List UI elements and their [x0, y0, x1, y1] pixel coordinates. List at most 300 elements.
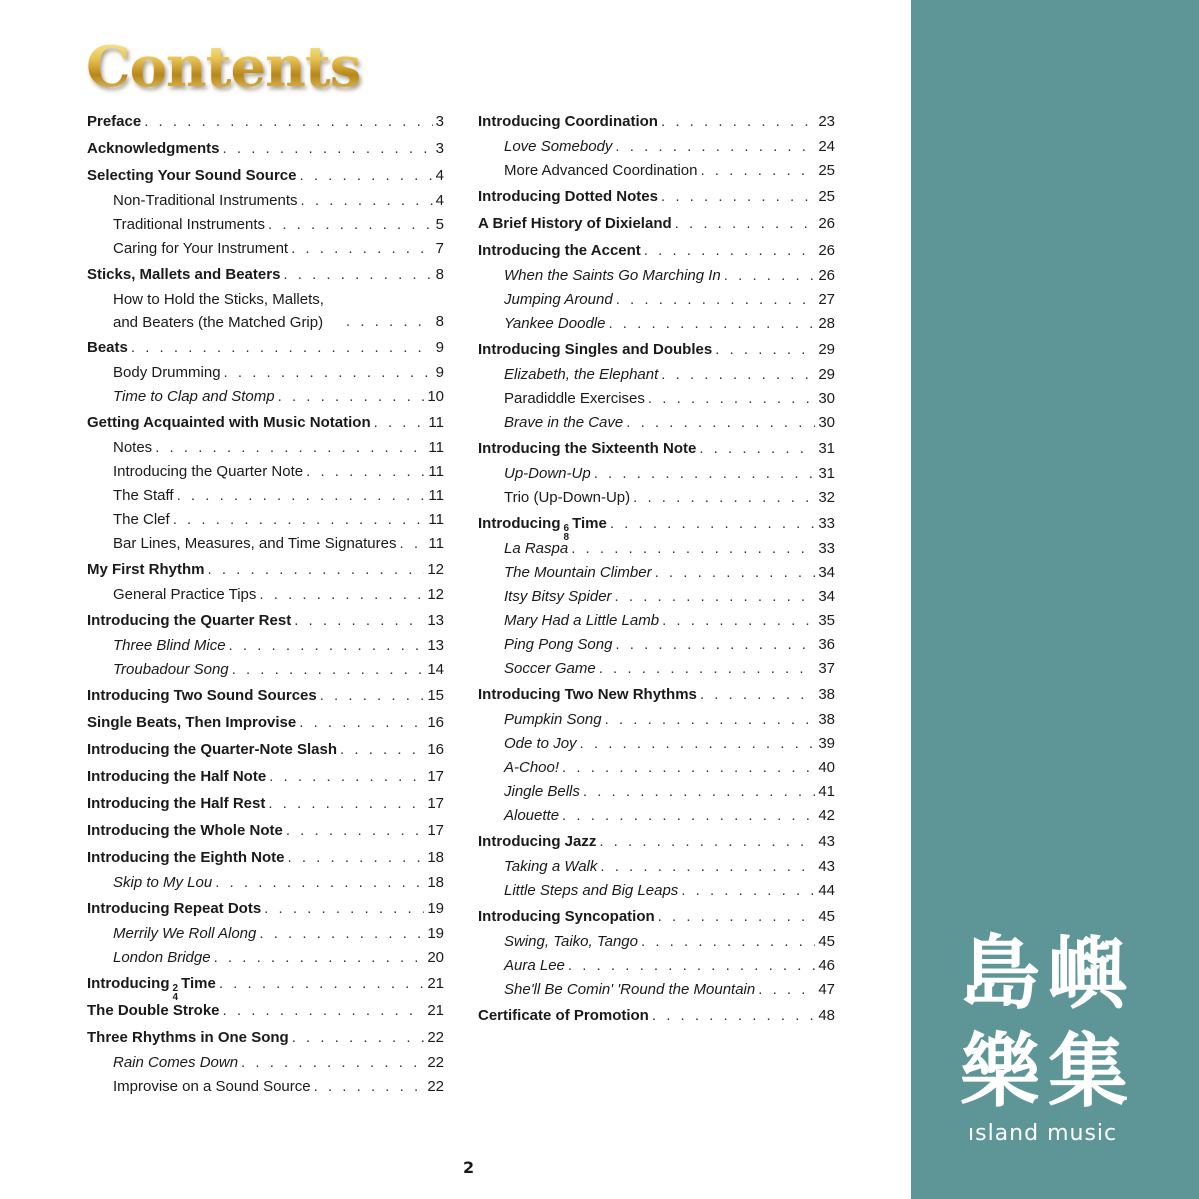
toc-entry-title: Time to Clap and Stomp: [113, 388, 275, 405]
dot-leader: [268, 213, 433, 237]
toc-entry-page: 23: [818, 113, 835, 130]
dot-leader: [223, 997, 425, 1024]
dot-leader: [177, 484, 426, 508]
toc-entry-title: Sticks, Mallets and Beaters: [87, 266, 281, 283]
toc-entry-title: The Double Stroke: [87, 1002, 220, 1019]
toc-entry-page: 26: [818, 242, 835, 259]
toc-entry: [87, 484, 444, 508]
toc-entry: [87, 334, 444, 361]
toc-entry-page: 39: [818, 735, 835, 752]
dot-leader: [264, 895, 424, 922]
toc-entry-page: 9: [435, 339, 444, 356]
toc-entry-title: Elizabeth, the Elephant: [504, 366, 659, 383]
toc-entry-page: 18: [427, 874, 444, 891]
toc-entry-page: 31: [818, 465, 835, 482]
toc-entry-page: 31: [818, 440, 835, 457]
toc-entry-title: Swing, Taiko, Tango: [504, 933, 638, 950]
toc-entry-page: 38: [818, 711, 835, 728]
toc-entry-title: Introducing the Half Rest: [87, 795, 266, 812]
toc-entry-page: 32: [818, 489, 835, 506]
toc-entry-page: 44: [818, 882, 835, 899]
dot-leader: [675, 210, 816, 237]
toc-entry: [87, 997, 444, 1024]
dot-leader: [259, 922, 424, 946]
toc-entry: [87, 409, 444, 436]
toc-entry: [87, 1051, 444, 1075]
toc-entry: [478, 510, 835, 543]
dot-leader: [294, 607, 424, 634]
toc-entry-page: 8: [435, 266, 444, 283]
toc-entry-page: 48: [818, 1007, 835, 1024]
toc-entry-title: Soccer Game: [504, 660, 596, 677]
toc-entry-title: Improvise on a Sound Source: [113, 1078, 311, 1095]
dot-leader: [241, 1051, 424, 1075]
toc-entry-page: 4: [435, 167, 444, 184]
page-number: 2: [463, 1158, 475, 1177]
toc-entry-title: Introducing Coordination: [478, 113, 658, 130]
toc-entry-title: Little Steps and Big Leaps: [504, 882, 679, 899]
dot-leader: [399, 532, 425, 556]
toc-entry: [87, 135, 444, 162]
toc-entry: [87, 261, 444, 288]
toc-entry: [87, 460, 444, 484]
toc-entry-page: 25: [818, 162, 835, 179]
toc-entry: [87, 895, 444, 922]
toc-entry-page: 11: [428, 535, 444, 552]
dot-leader: [286, 817, 424, 844]
dot-leader: [562, 804, 815, 828]
dot-leader: [562, 756, 815, 780]
toc-entry: [87, 1075, 444, 1099]
dot-leader: [292, 1024, 425, 1051]
toc-entry-page: 37: [818, 660, 835, 677]
dot-leader: [215, 871, 424, 895]
toc-entry-title: Traditional Instruments: [113, 216, 266, 233]
toc-entry: [478, 288, 835, 312]
toc-entry-title: Introducing the Quarter Note: [113, 463, 304, 480]
toc-entry-page: 38: [818, 686, 835, 703]
toc-entry-page: 28: [818, 315, 835, 332]
toc-entry-page: 40: [818, 759, 835, 776]
toc-entry-page: 41: [818, 783, 835, 800]
island-music-logo: [960, 925, 1150, 1155]
toc-entry: [87, 607, 444, 634]
toc-entry: [478, 732, 835, 756]
toc-entry-title: La Raspa: [504, 540, 569, 557]
toc-entry-title: A-Choo!: [504, 759, 560, 776]
toc-entry-title: Bar Lines, Measures, and Time Signatures: [113, 535, 397, 552]
toc-entry: [87, 1024, 444, 1051]
toc-entry-page: 36: [818, 636, 835, 653]
toc-entry-page: 3: [435, 140, 444, 157]
time-signature: 2 4: [172, 983, 179, 1003]
dot-leader: [681, 879, 815, 903]
dot-leader: [259, 583, 424, 607]
toc-entry-page: 25: [818, 188, 835, 205]
dot-leader: [301, 189, 433, 213]
toc-entry: [87, 946, 444, 970]
toc-entry-title: Alouette: [504, 807, 560, 824]
toc-entry-page: 7: [435, 240, 444, 257]
dot-leader: [615, 585, 816, 609]
toc-entry: [478, 312, 835, 336]
toc-entry-title: Beats: [87, 339, 128, 356]
toc-entry: [87, 556, 444, 583]
toc-entry-title: General Practice Tips: [113, 586, 257, 603]
toc-entry-title: She'll Be Comin' 'Round the Mountain: [504, 981, 756, 998]
dot-leader: [287, 844, 424, 871]
toc-entry-page: 30: [818, 414, 835, 431]
toc-left-column: [87, 108, 444, 1099]
toc-entry-title: How to Hold the Sticks, Mallets, and Beaters (the Matched Grip): [113, 291, 324, 331]
dot-leader: [320, 682, 425, 709]
toc-entry-title: Introducing 2 4 Time: [87, 975, 216, 1003]
dot-leader: [208, 556, 425, 583]
toc-entry-title: Certificate of Promotion: [478, 1007, 649, 1024]
dot-leader: [599, 657, 816, 681]
toc-entry-page: 33: [818, 540, 835, 557]
dot-leader: [600, 855, 815, 879]
toc-entry-page: 11: [428, 439, 444, 456]
dot-leader: [700, 159, 815, 183]
toc-entry-title: Introducing Two New Rhythms: [478, 686, 697, 703]
toc-entry-title: Preface: [87, 113, 142, 130]
dot-leader: [605, 708, 816, 732]
toc-entry: [478, 411, 835, 435]
toc-entry: [87, 288, 444, 334]
toc-entry-page: 34: [818, 564, 835, 581]
toc-entry: [87, 583, 444, 607]
toc-entry-page: 45: [818, 908, 835, 925]
toc-entry: [87, 736, 444, 763]
dot-leader: [615, 135, 815, 159]
toc-entry: [478, 210, 835, 237]
toc-entry-title: Itsy Bitsy Spider: [504, 588, 612, 605]
toc-entry-title: Trio (Up-Down-Up): [504, 489, 631, 506]
toc-entry: [87, 237, 444, 261]
toc-entry: [478, 633, 835, 657]
dot-leader: [715, 336, 815, 363]
toc-entry-title: Jumping Around: [504, 291, 613, 308]
toc-entry: [87, 844, 444, 871]
toc-entry-title: Troubadour Song: [113, 661, 229, 678]
toc-entry-page: 22: [427, 1029, 444, 1046]
dot-leader: [155, 436, 425, 460]
toc-entry-page: 11: [428, 463, 444, 480]
toc-entry: [478, 1002, 835, 1029]
toc-entry-title: The Clef: [113, 511, 170, 528]
toc-entry-page: 13: [427, 612, 444, 629]
dot-leader: [641, 930, 815, 954]
dot-leader: [599, 828, 815, 855]
dot-leader: [661, 363, 815, 387]
toc-entry: [478, 264, 835, 288]
toc-entry-title: When the Saints Go Marching In: [504, 267, 721, 284]
time-signature: 6 8: [563, 523, 570, 543]
toc-entry: [478, 159, 835, 183]
dot-leader: [278, 385, 425, 409]
toc-entry-page: 27: [818, 291, 835, 308]
toc-entry-page: 10: [427, 388, 444, 405]
toc-entry-page: 22: [427, 1054, 444, 1071]
toc-entry-page: 19: [427, 925, 444, 942]
toc-entry-page: 26: [818, 267, 835, 284]
toc-entry-page: 21: [427, 975, 444, 992]
dot-leader: [571, 537, 815, 561]
toc-entry: [87, 385, 444, 409]
toc-entry: [478, 804, 835, 828]
toc-entry-page: 17: [427, 768, 444, 785]
toc-entry-title: Body Drumming: [113, 364, 221, 381]
dot-leader: [283, 261, 432, 288]
toc-entry-title: Acknowledgments: [87, 140, 220, 157]
toc-entry-title: Skip to My Lou: [113, 874, 213, 891]
toc-entry-title: Merrily We Roll Along: [113, 925, 257, 942]
dot-leader: [700, 681, 815, 708]
toc-entry: [478, 183, 835, 210]
dot-leader: [144, 108, 432, 135]
dot-leader: [758, 978, 815, 1002]
dot-leader: [346, 310, 433, 334]
toc-entry: [478, 756, 835, 780]
toc-entry-page: 16: [427, 714, 444, 731]
toc-entry-page: 33: [818, 515, 835, 532]
toc-entry: [87, 817, 444, 844]
toc-entry-title: Ode to Joy: [504, 735, 577, 752]
dot-leader: [340, 736, 424, 763]
toc-entry-title: Introducing Singles and Doubles: [478, 341, 713, 358]
toc-entry-title: Introducing the Quarter Rest: [87, 612, 292, 629]
toc-entry-title: Introducing the Accent: [478, 242, 641, 259]
toc-entry: [478, 903, 835, 930]
dot-leader: [268, 790, 424, 817]
toc-entry: [87, 189, 444, 213]
toc-entry-page: 43: [818, 833, 835, 850]
toc-entry: [478, 930, 835, 954]
dot-leader: [314, 1075, 425, 1099]
dot-leader: [580, 732, 816, 756]
dot-leader: [724, 264, 816, 288]
toc-entry-title: Pumpkin Song: [504, 711, 602, 728]
toc-entry: [87, 532, 444, 556]
toc-entry-title: Up-Down-Up: [504, 465, 591, 482]
toc-entry: [478, 879, 835, 903]
dot-leader: [644, 237, 816, 264]
toc-entry-page: 42: [818, 807, 835, 824]
toc-entry-title: Taking a Walk: [504, 858, 598, 875]
toc-entry-title: London Bridge: [113, 949, 211, 966]
dot-leader: [269, 763, 424, 790]
toc-entry-title: Ping Pong Song: [504, 636, 613, 653]
toc-entry: [87, 922, 444, 946]
toc-entry-page: 43: [818, 858, 835, 875]
toc-entry-title: The Staff: [113, 487, 174, 504]
dot-leader: [214, 946, 425, 970]
toc-entry-page: 17: [427, 795, 444, 812]
toc-entry: [478, 363, 835, 387]
dot-leader: [610, 510, 816, 537]
toc-entry-title: A Brief History of Dixieland: [478, 215, 672, 232]
dot-leader: [173, 508, 426, 532]
toc-entry-title: Introducing the Quarter-Note Slash: [87, 741, 338, 758]
toc-entry-title: Introducing Syncopation: [478, 908, 655, 925]
toc-entry: [87, 709, 444, 736]
dot-leader: [232, 658, 425, 682]
toc-entry-page: 8: [435, 313, 444, 330]
dot-leader: [661, 183, 815, 210]
dot-leader: [633, 486, 815, 510]
toc-entry-page: 21: [427, 1002, 444, 1019]
toc-entry: [478, 387, 835, 411]
toc-entry-page: 12: [427, 561, 444, 578]
toc-entry: [478, 108, 835, 135]
toc-entry-page: 20: [427, 949, 444, 966]
toc-entry-title: Yankee Doodle: [504, 315, 606, 332]
toc-entry-page: 9: [435, 364, 444, 381]
toc-entry: [87, 634, 444, 658]
dot-leader: [374, 409, 426, 436]
toc-entry-page: 12: [427, 586, 444, 603]
toc-entry: [87, 763, 444, 790]
toc-entry: [87, 682, 444, 709]
toc-entry-title: Introducing the Whole Note: [87, 822, 283, 839]
dot-leader: [699, 435, 815, 462]
toc-entry: [478, 435, 835, 462]
toc-entry-title: Single Beats, Then Improvise: [87, 714, 297, 731]
toc-entry: [478, 135, 835, 159]
toc-entry: [87, 658, 444, 682]
toc-entry-page: 35: [818, 612, 835, 629]
toc-entry-title: Jingle Bells: [504, 783, 580, 800]
toc-entry-title: Non-Traditional Instruments: [113, 192, 298, 209]
dot-leader: [219, 970, 425, 997]
toc-entry-title: Paradiddle Exercises: [504, 390, 645, 407]
toc-entry: [478, 657, 835, 681]
toc-entry-title: Love Somebody: [504, 138, 613, 155]
dot-leader: [662, 609, 815, 633]
dot-leader: [306, 460, 425, 484]
toc-entry-title: Mary Had a Little Lamb: [504, 612, 660, 629]
toc-entry-page: 46: [818, 957, 835, 974]
toc-entry-title: Brave in the Cave: [504, 414, 624, 431]
dot-leader: [608, 312, 815, 336]
toc-entry-page: 26: [818, 215, 835, 232]
dot-leader: [299, 162, 432, 189]
toc-entry-title: Notes: [113, 439, 153, 456]
dot-leader: [568, 954, 815, 978]
toc-entry-page: 4: [435, 192, 444, 209]
toc-entry: [478, 681, 835, 708]
toc-entry: [478, 780, 835, 804]
toc-entry-title: Introducing the Sixteenth Note: [478, 440, 697, 457]
toc-entry: [87, 508, 444, 532]
toc-entry-title: Aura Lee: [504, 957, 565, 974]
toc-entry-title: My First Rhythm: [87, 561, 205, 578]
toc-entry-title: Introducing the Eighth Note: [87, 849, 285, 866]
toc-entry-page: 30: [818, 390, 835, 407]
toc-entry-page: 34: [818, 588, 835, 605]
toc-entry-title: Introducing Two Sound Sources: [87, 687, 317, 704]
toc-entry-page: 5: [435, 216, 444, 233]
toc-entry-title: Caring for Your Instrument: [113, 240, 289, 257]
toc-entry: [478, 708, 835, 732]
toc-entry-page: 11: [428, 511, 444, 528]
toc-entry-title: Getting Acquainted with Music Notation: [87, 414, 371, 431]
toc-entry-page: 19: [427, 900, 444, 917]
toc-entry-title: Rain Comes Down: [113, 1054, 239, 1071]
toc-entry: [478, 609, 835, 633]
page-title: Contents: [86, 34, 361, 100]
toc-entry-page: 45: [818, 933, 835, 950]
toc-entry-page: 13: [427, 637, 444, 654]
toc-entry: [478, 462, 835, 486]
toc-entry-page: 17: [427, 822, 444, 839]
toc-entry: [87, 361, 444, 385]
toc-entry: [478, 336, 835, 363]
toc-entry-page: 24: [818, 138, 835, 155]
toc-entry-page: 3: [435, 113, 444, 130]
toc-entry-title: Introducing the Half Note: [87, 768, 267, 785]
toc-entry: [478, 585, 835, 609]
dot-leader: [648, 387, 815, 411]
toc-entry: [478, 537, 835, 561]
toc-entry-page: 29: [818, 341, 835, 358]
toc-entry: [478, 855, 835, 879]
dot-leader: [583, 780, 815, 804]
toc-entry-title: The Mountain Climber: [504, 564, 652, 581]
toc-entry-title: Introducing Repeat Dots: [87, 900, 262, 917]
dot-leader: [224, 361, 433, 385]
dot-leader: [626, 411, 815, 435]
toc-entry-page: 15: [427, 687, 444, 704]
dot-leader: [299, 709, 424, 736]
toc-entry-title: Three Rhythms in One Song: [87, 1029, 289, 1046]
dot-leader: [661, 108, 815, 135]
logo-english-text: ısland music: [968, 1121, 1118, 1146]
logo-chinese-text: 島嶼樂集: [960, 927, 1136, 1118]
dot-leader: [615, 633, 815, 657]
toc-entry: [87, 436, 444, 460]
toc-entry-page: 11: [428, 487, 444, 504]
toc-entry: [87, 213, 444, 237]
toc-entry: [87, 871, 444, 895]
dot-leader: [652, 1002, 815, 1029]
toc-entry: [478, 828, 835, 855]
dot-leader: [594, 462, 816, 486]
toc-entry-title: Three Blind Mice: [113, 637, 226, 654]
toc-entry-page: 18: [427, 849, 444, 866]
toc-entry: [478, 237, 835, 264]
toc-entry-title: Introducing 6 8 Time: [478, 515, 607, 543]
dot-leader: [131, 334, 433, 361]
dot-leader: [658, 903, 816, 930]
toc-entry-page: 29: [818, 366, 835, 383]
toc-entry-page: 14: [427, 661, 444, 678]
toc-entry: [478, 954, 835, 978]
toc-right-column: [478, 108, 835, 1029]
toc-entry: [478, 561, 835, 585]
toc-entry: [87, 108, 444, 135]
dot-leader: [616, 288, 816, 312]
toc-entry: [478, 486, 835, 510]
toc-entry-page: 22: [427, 1078, 444, 1095]
toc-entry-title: More Advanced Coordination: [504, 162, 698, 179]
toc-entry-page: 16: [427, 741, 444, 758]
toc-entry-page: 11: [428, 414, 444, 431]
toc-entry-title: Introducing Jazz: [478, 833, 597, 850]
toc-entry-title: Selecting Your Sound Source: [87, 167, 297, 184]
dot-leader: [291, 237, 433, 261]
